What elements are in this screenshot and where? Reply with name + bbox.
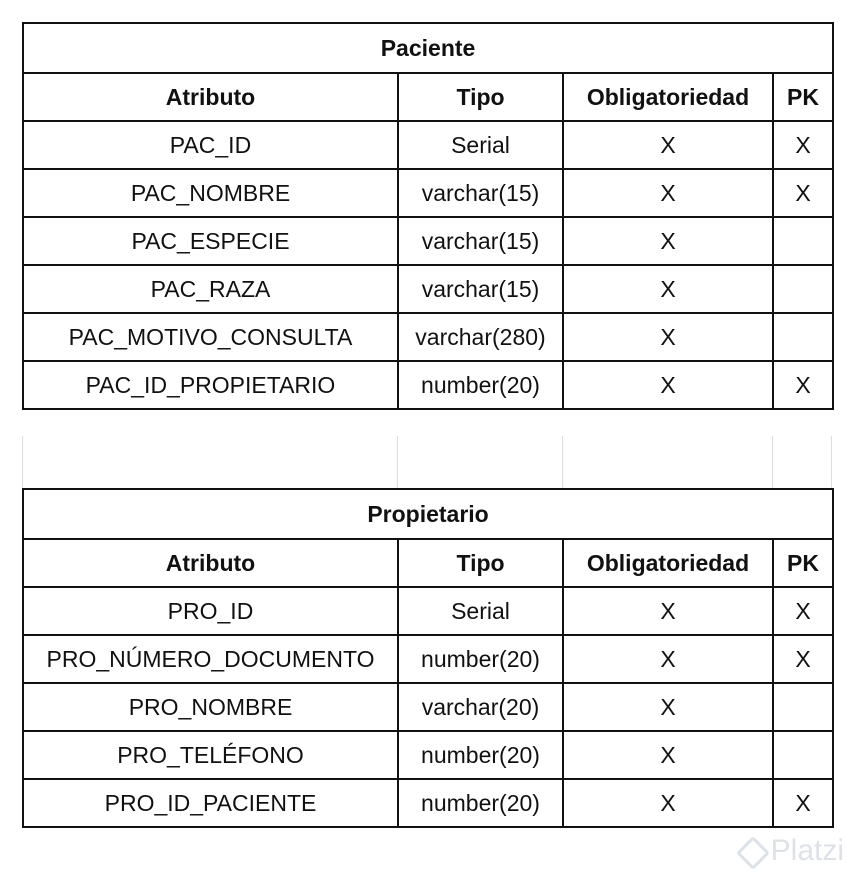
cell-atributo: PRO_ID — [23, 587, 398, 635]
table-row — [23, 169, 833, 217]
table-row — [23, 683, 833, 731]
cell-obligatoriedad: X — [563, 313, 773, 361]
column-header-tipo: Tipo — [398, 539, 563, 587]
platzi-watermark — [737, 834, 844, 868]
cell-obligatoriedad: X — [563, 683, 773, 731]
table-row — [23, 587, 833, 635]
table-row — [23, 779, 833, 827]
cell-tipo: Serial — [398, 121, 563, 169]
column-header-pk: PK — [773, 73, 833, 121]
cell-obligatoriedad: X — [563, 169, 773, 217]
propietario-table — [22, 488, 834, 828]
cell-atributo: PRO_NÚMERO_DOCUMENTO — [23, 635, 398, 683]
cell-tipo: number(20) — [398, 361, 563, 409]
column-header-atributo: Atributo — [23, 539, 398, 587]
header-row — [23, 539, 833, 587]
cell-pk: X — [773, 587, 833, 635]
column-header-obligatoriedad: Obligatoriedad — [563, 539, 773, 587]
column-header-atributo: Atributo — [23, 73, 398, 121]
cell-atributo: PRO_ID_PACIENTE — [23, 779, 398, 827]
cell-atributo: PAC_NOMBRE — [23, 169, 398, 217]
cell-tipo: number(20) — [398, 731, 563, 779]
table-spacer — [22, 436, 832, 490]
table-row — [23, 121, 833, 169]
cell-pk: X — [773, 121, 833, 169]
cell-atributo: PAC_RAZA — [23, 265, 398, 313]
cell-obligatoriedad: X — [563, 779, 773, 827]
cell-tipo: Serial — [398, 587, 563, 635]
column-header-pk: PK — [773, 539, 833, 587]
cell-obligatoriedad: X — [563, 635, 773, 683]
cell-pk: X — [773, 361, 833, 409]
cell-pk — [773, 265, 833, 313]
cell-pk — [773, 313, 833, 361]
cell-atributo: PAC_MOTIVO_CONSULTA — [23, 313, 398, 361]
cell-pk: X — [773, 635, 833, 683]
cell-atributo: PRO_TELÉFONO — [23, 731, 398, 779]
cell-obligatoriedad: X — [563, 587, 773, 635]
cell-tipo: varchar(280) — [398, 313, 563, 361]
watermark-text: Platzi — [770, 834, 844, 867]
cell-obligatoriedad: X — [563, 265, 773, 313]
cell-obligatoriedad: X — [563, 121, 773, 169]
cell-pk — [773, 683, 833, 731]
cell-obligatoriedad: X — [563, 731, 773, 779]
table-row — [23, 313, 833, 361]
column-header-obligatoriedad: Obligatoriedad — [563, 73, 773, 121]
cell-atributo: PAC_ID_PROPIETARIO — [23, 361, 398, 409]
table-row — [23, 361, 833, 409]
paciente-table — [22, 22, 834, 410]
cell-tipo: number(20) — [398, 635, 563, 683]
cell-pk — [773, 217, 833, 265]
cell-tipo: varchar(15) — [398, 217, 563, 265]
cell-atributo: PAC_ESPECIE — [23, 217, 398, 265]
cell-pk: X — [773, 779, 833, 827]
cell-tipo: number(20) — [398, 779, 563, 827]
header-row — [23, 73, 833, 121]
table-row — [23, 217, 833, 265]
cell-atributo: PRO_NOMBRE — [23, 683, 398, 731]
table-row — [23, 265, 833, 313]
cell-atributo: PAC_ID — [23, 121, 398, 169]
cell-tipo: varchar(15) — [398, 169, 563, 217]
cell-tipo: varchar(15) — [398, 265, 563, 313]
cell-pk: X — [773, 169, 833, 217]
cell-obligatoriedad: X — [563, 217, 773, 265]
cell-obligatoriedad: X — [563, 361, 773, 409]
table-row — [23, 635, 833, 683]
column-header-tipo: Tipo — [398, 73, 563, 121]
table-title: Propietario — [23, 489, 833, 539]
platzi-logo-icon — [737, 837, 765, 865]
cell-pk — [773, 731, 833, 779]
table-row — [23, 731, 833, 779]
cell-tipo: varchar(20) — [398, 683, 563, 731]
table-title: Paciente — [23, 23, 833, 73]
